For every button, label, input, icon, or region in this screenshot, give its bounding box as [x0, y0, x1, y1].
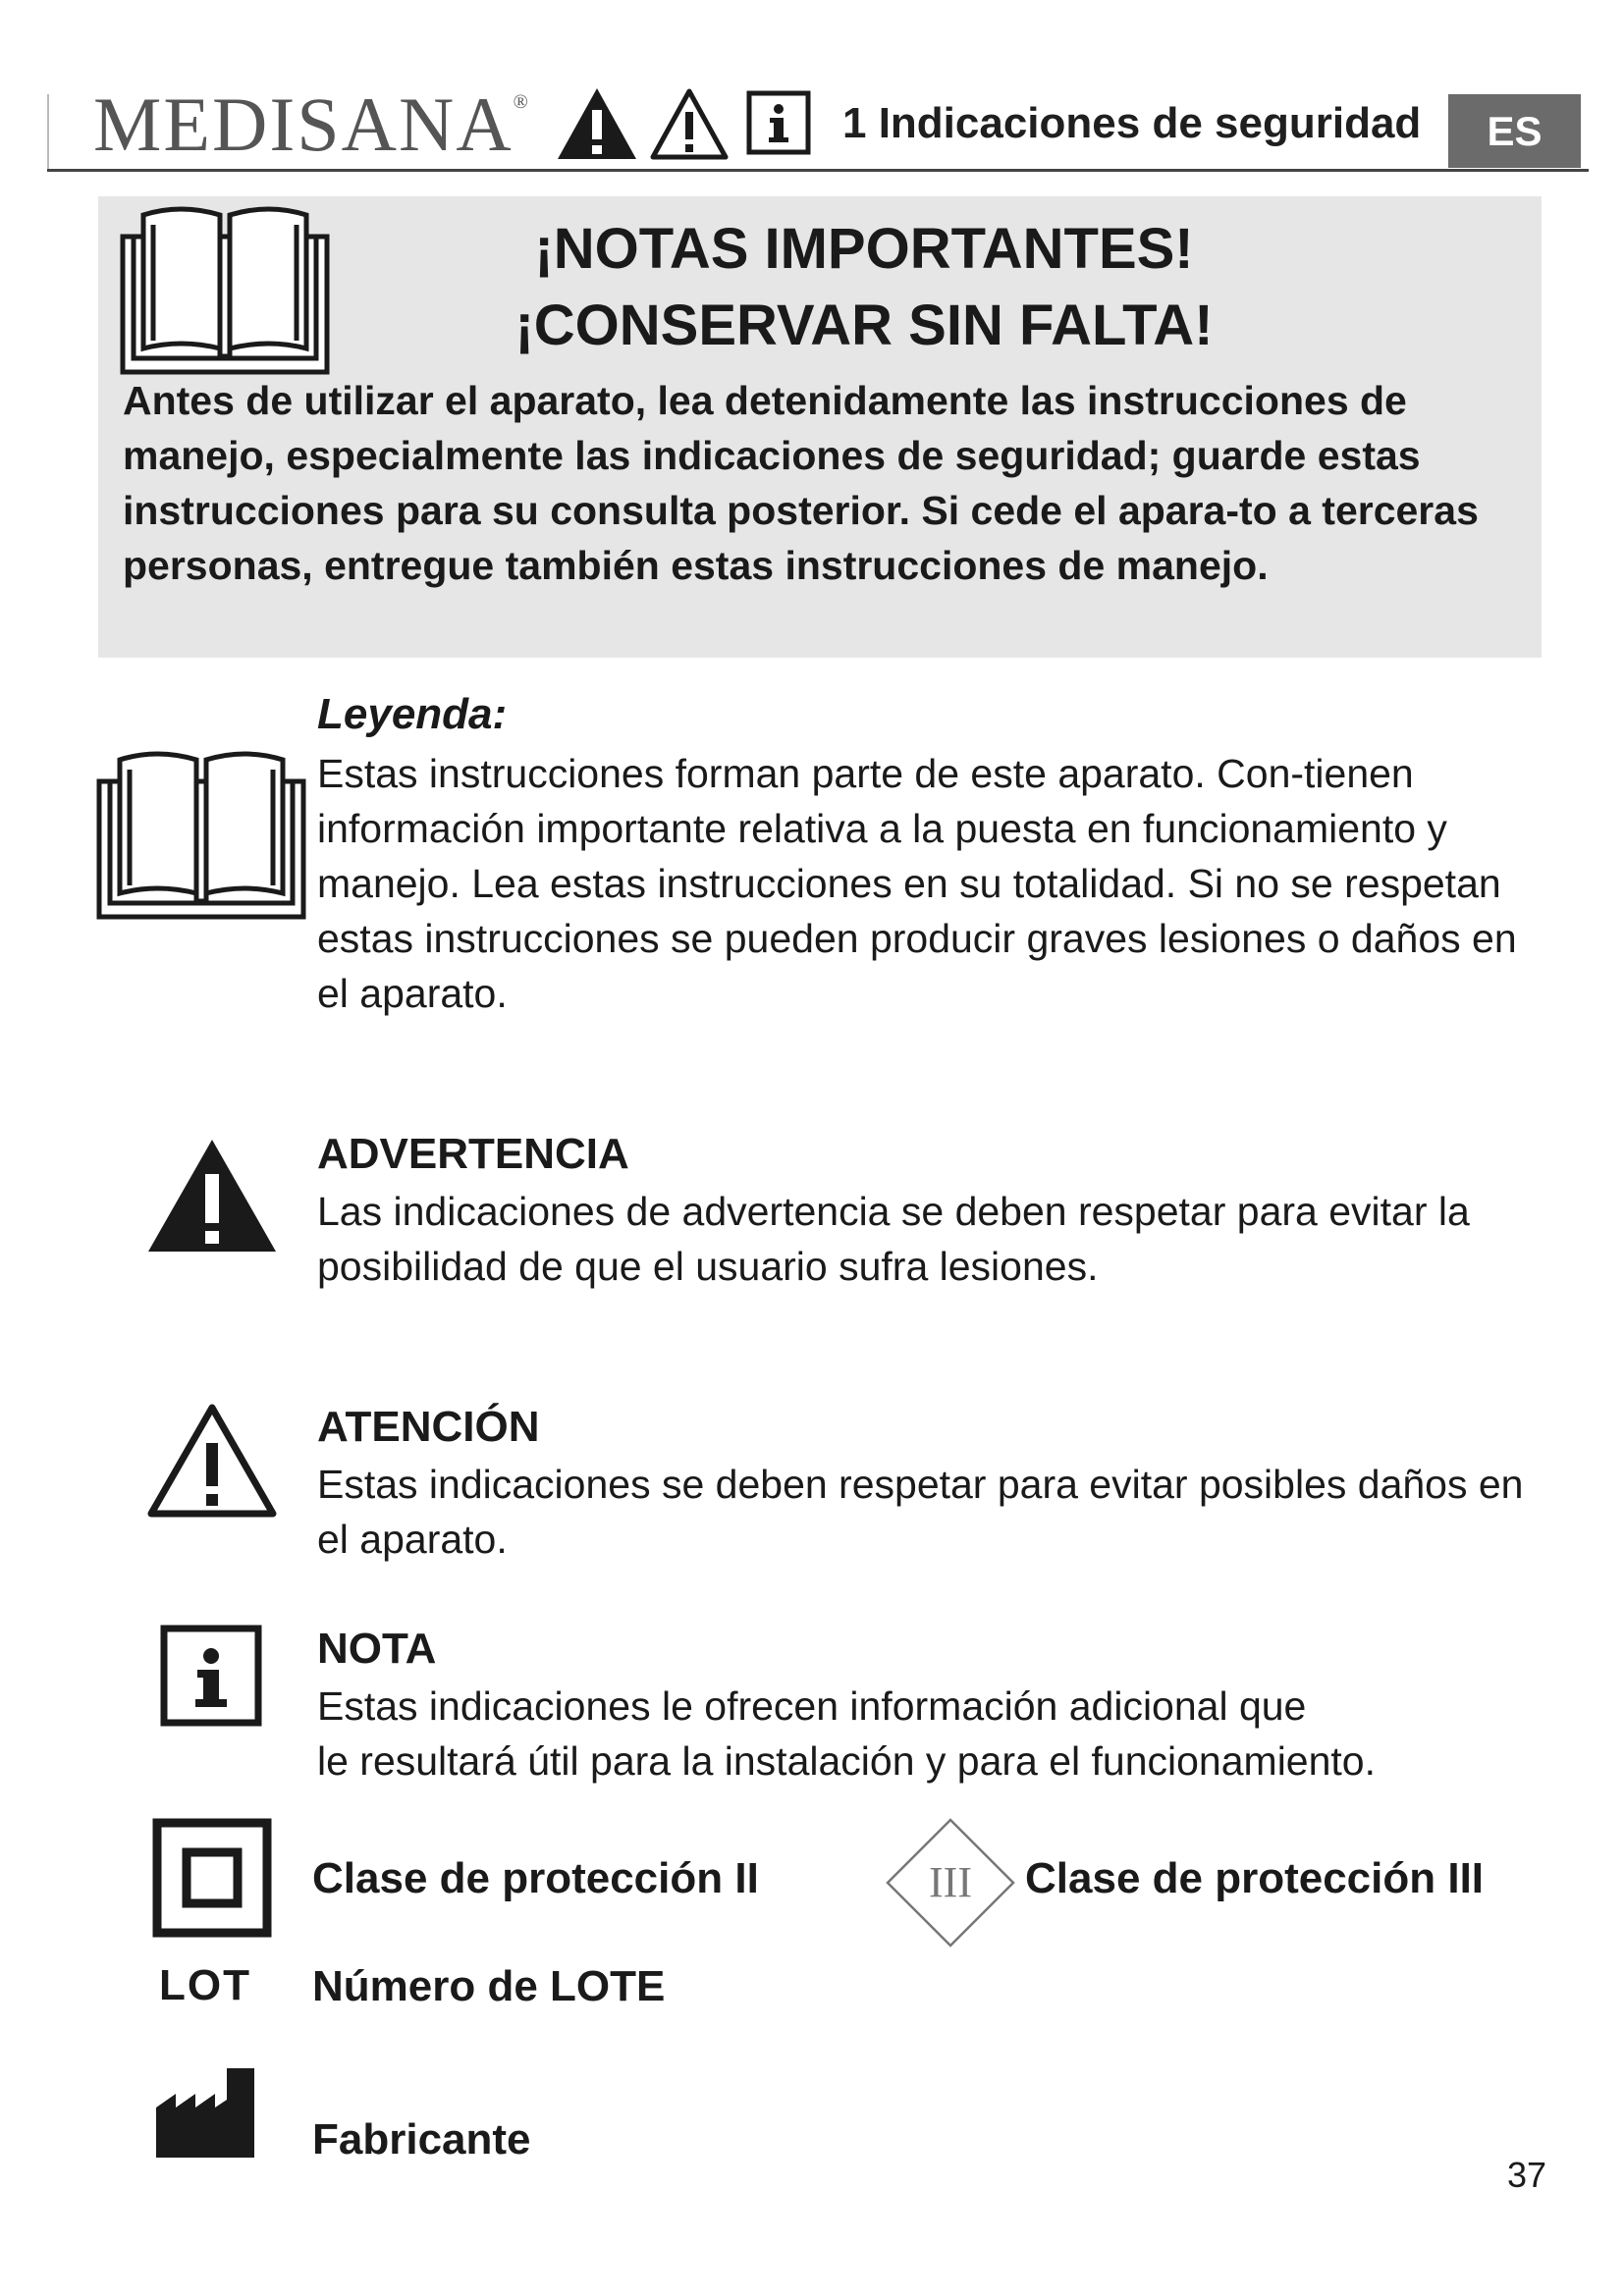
info-icon	[746, 90, 811, 155]
important-body: Antes de utilizar el aparato, lea detenidamente las instrucciones de manejo, especialmente las indicaciones de seguridad; guarde estas instrucciones para su consulta posterior. Si cede el apara-to a terceras personas, entregue también estas instrucciones de manejo.	[123, 378, 1479, 588]
protection-class-2-label: Clase de protección II	[312, 1854, 759, 1902]
protection-class-2-icon	[152, 1818, 272, 1938]
warning-solid-icon	[556, 86, 638, 161]
section-title: 1 Indicaciones de seguridad	[842, 99, 1422, 147]
info-icon-legend	[160, 1625, 262, 1727]
page-number: 37	[1507, 2155, 1547, 2195]
caution-outline-icon	[648, 86, 731, 161]
caution-label: ATENCIÓN	[317, 1403, 540, 1451]
note-description-line1: Estas indicaciones le ofrecen información adicional que	[317, 1683, 1307, 1729]
caution-outline-icon-legend	[145, 1402, 279, 1520]
lot-number-label: Número de LOTE	[312, 1962, 666, 2010]
warning-description: Las indicaciones de advertencia se deben respetar para evitar la posibilidad de que el usuario sufra lesiones.	[317, 1189, 1470, 1289]
important-title	[452, 211, 1276, 364]
protection-class-3-symbol: III	[929, 1858, 972, 1906]
warning-solid-icon-legend	[145, 1137, 279, 1255]
manual-book-icon	[120, 201, 330, 376]
lot-symbol: LOT	[159, 1961, 251, 2009]
header-rule	[47, 169, 1589, 172]
manual-description: Estas instrucciones forman parte de este aparato. Con-tienen información importante relativa a la puesta en funcionamiento y manejo. Lea estas instrucciones en su totalidad. Si no se respetan estas instrucciones se pueden producir graves lesiones o daños en el aparato.	[317, 751, 1517, 1016]
warning-label: ADVERTENCIA	[317, 1130, 629, 1178]
important-title-line2: ¡CONSERVAR SIN FALTA!	[514, 294, 1214, 357]
language-badge: ES	[1448, 94, 1581, 168]
note-label: NOTA	[317, 1625, 437, 1673]
important-title-line1: ¡NOTAS IMPORTANTES!	[534, 217, 1194, 281]
manufacturer-factory-icon	[154, 2066, 256, 2160]
brand-logo: MEDISANA®	[93, 81, 530, 167]
caution-description: Estas indicaciones se deben respetar para evitar posibles daños en el aparato.	[317, 1462, 1524, 1562]
note-description-line2: le resultará útil para la instalación y para el funcionamiento.	[317, 1738, 1376, 1784]
header-divider-tick	[47, 94, 49, 171]
note-description	[317, 1679, 1554, 1789]
manufacturer-label: Fabricante	[312, 2115, 531, 2163]
protection-class-3-label: Clase de protección III	[1025, 1854, 1485, 1902]
manual-book-icon-legend	[96, 746, 306, 921]
legend-heading: Leyenda:	[317, 690, 508, 738]
